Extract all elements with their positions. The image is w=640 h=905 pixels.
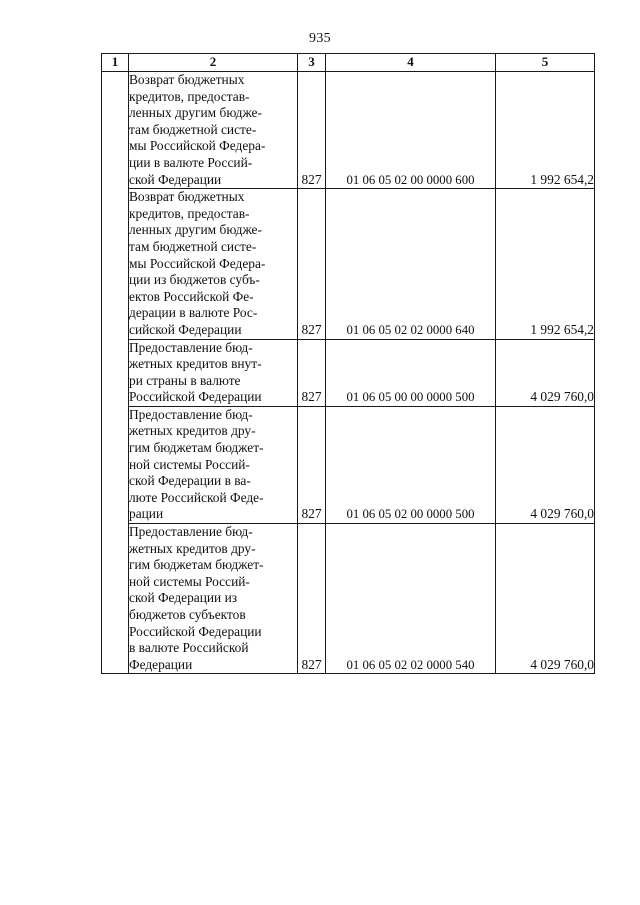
column-header-2: 2 <box>129 54 298 72</box>
admin-code-cell: 827 <box>298 72 326 189</box>
classification-code-cell: 01 06 05 02 00 0000 600 <box>326 72 496 189</box>
item-name: Возврат бюджетных кредитов, предостав- ленных другим бюдже- там бюджетной систе- мы Российской Федера- ции в валюте Россий- ской Федерации <box>129 72 266 187</box>
amount-cell: 4 029 760,0 <box>496 339 595 406</box>
amount-cell: 1 992 654,2 <box>496 72 595 189</box>
row-number-cell <box>102 339 129 406</box>
table-row <box>102 524 595 674</box>
amount-cell: 4 029 760,0 <box>496 524 595 674</box>
row-number-cell <box>102 72 129 189</box>
classification-code-cell: 01 06 05 02 02 0000 640 <box>326 189 496 339</box>
column-header-5: 5 <box>496 54 595 72</box>
item-name-cell <box>129 406 298 523</box>
item-name-cell <box>129 72 298 189</box>
row-number-cell <box>102 189 129 339</box>
table-row <box>102 72 595 189</box>
column-header-4: 4 <box>326 54 496 72</box>
item-name-cell <box>129 339 298 406</box>
classification-code-cell: 01 06 05 02 00 0000 500 <box>326 406 496 523</box>
admin-code-cell: 827 <box>298 189 326 339</box>
column-header-1: 1 <box>102 54 129 72</box>
item-name: Возврат бюджетных кредитов, предостав- ленных другим бюдже- там бюджетной систе- мы Российской Федера- ции из бюджетов субъ- ектов Российской Фе- дерации в валюте Рос- сийской Федерации <box>129 189 266 337</box>
item-name: Предоставление бюд- жетных кредитов дру- гим бюджетам бюджет- ной системы Россий- ской Федерации в ва- люте Российской Феде- рации <box>129 406 264 522</box>
item-name-cell <box>129 189 298 339</box>
item-name: Предоставление бюд- жетных кредитов внут- ри страны в валюте Российской Федерации <box>129 339 262 405</box>
table-row <box>102 406 595 523</box>
classification-code-cell: 01 06 05 00 00 0000 500 <box>326 339 496 406</box>
admin-code-cell: 827 <box>298 339 326 406</box>
page-number: 935 <box>309 31 331 46</box>
admin-code-cell: 827 <box>298 524 326 674</box>
row-number-cell <box>102 524 129 674</box>
column-header-3: 3 <box>298 54 326 72</box>
amount-cell: 4 029 760,0 <box>496 406 595 523</box>
table-row <box>102 189 595 339</box>
admin-code-cell: 827 <box>298 406 326 523</box>
amount-cell: 1 992 654,2 <box>496 189 595 339</box>
item-name: Предоставление бюд- жетных кредитов дру- гим бюджетам бюджет- ной системы Россий- ской Федерации из бюджетов субъектов Российской Федерации в валюте Российской Федерации <box>129 524 264 672</box>
item-name-cell <box>129 524 298 674</box>
row-number-cell <box>102 406 129 523</box>
table-row <box>102 339 595 406</box>
header-row <box>102 54 595 72</box>
budget-table <box>101 53 595 674</box>
classification-code-cell: 01 06 05 02 02 0000 540 <box>326 524 496 674</box>
